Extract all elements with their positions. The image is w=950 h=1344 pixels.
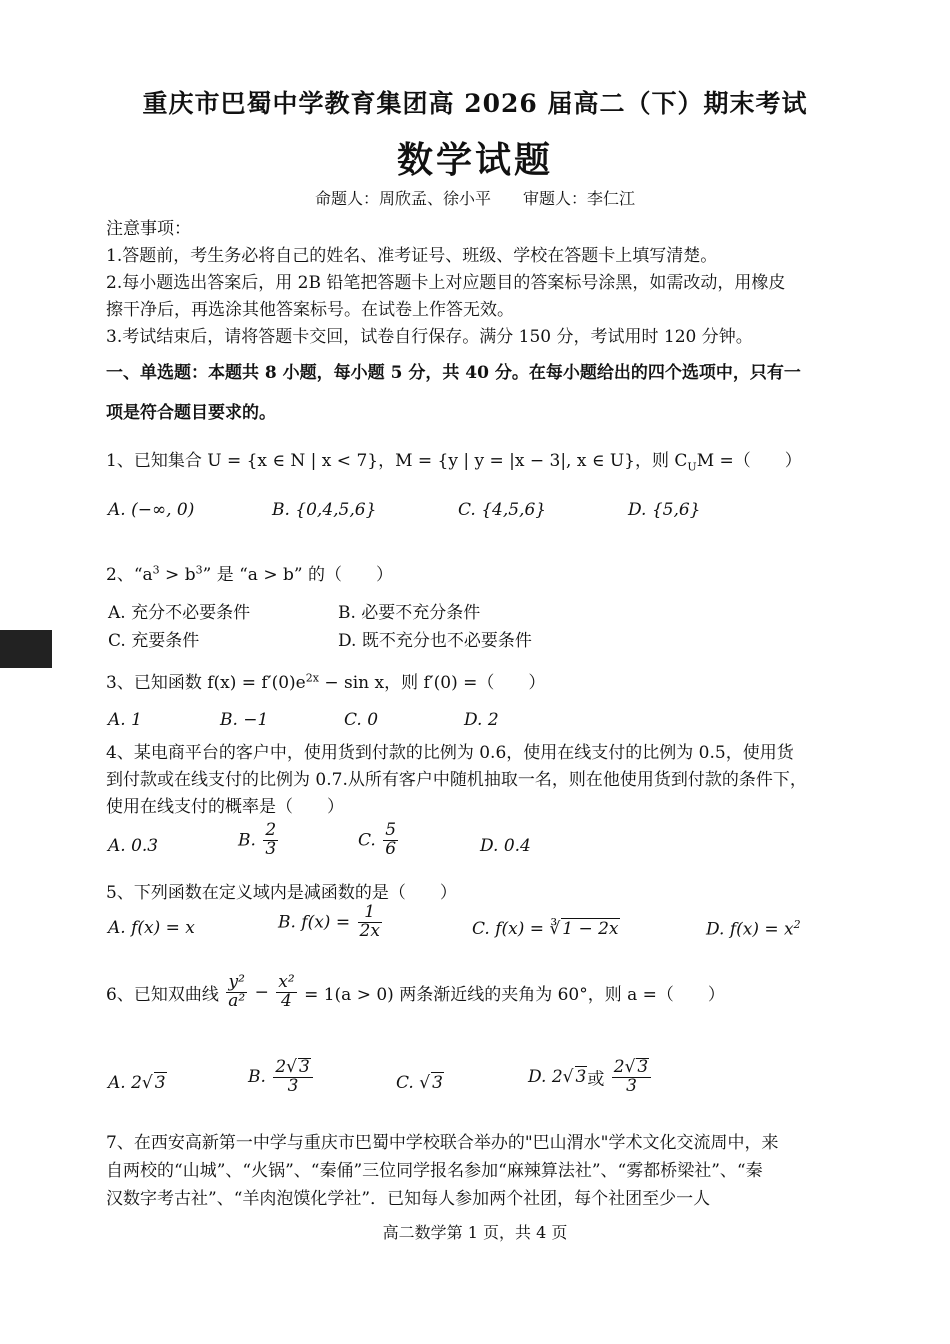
notice-item-1: 1.答题前，考生务必将自己的姓名、准考证号、班级、学校在答题卡上填写清楚。 [106, 246, 718, 266]
question-4-line3: 使用在线支付的概率是（ ） [106, 797, 344, 817]
q6-b-den: 3 [287, 1075, 299, 1096]
question-1-stem [106, 446, 802, 473]
q2-sup-1: 3 [152, 563, 160, 577]
q5-b-den: 2x [359, 920, 380, 941]
q2-option-a: A. 充分不必要条件 [108, 603, 251, 623]
q6-option-b-label: B. [248, 1066, 266, 1087]
q6-b-num: 2√ 3 [273, 1058, 313, 1078]
question-6-stem [106, 974, 725, 1011]
q1-option-d: D. {5,6} [628, 500, 701, 520]
q2-stem-pre: 2、“a [106, 565, 153, 585]
section-heading-line1: 一、单选题：本题共 8 小题，每小题 5 分，共 40 分。在每小题给出的四个选项中，只有一 [106, 363, 801, 383]
q4-option-c-fraction [383, 822, 398, 859]
q2-sup-2: 3 [195, 563, 203, 577]
question-7-line2: 自两校的“山城”、“火锅”、“秦俑”三位同学报名参加“麻辣算法社”、“雾都桥梁社”、“秦 [106, 1161, 763, 1181]
notice-heading: 注意事项： [106, 219, 191, 239]
q4-c-num: 5 [385, 820, 397, 840]
q6-stem-pre: 6、已知双曲线 [106, 984, 219, 1005]
q1-option-c: C. {4,5,6} [458, 500, 547, 520]
q2-option-c: C. 充要条件 [108, 631, 200, 651]
q6-fraction-2 [276, 974, 296, 1011]
q1-stem-tail: M =（ ） [696, 451, 802, 471]
q6-d-num: 2√ 3 [612, 1058, 652, 1078]
q6-option-b [248, 1058, 315, 1096]
q4-option-b-label: B. [238, 830, 256, 851]
q5-option-c-label: C. f(x) = ∛ [472, 919, 561, 939]
q2-stem-post: ” 是 “a > b” 的（ ） [202, 565, 393, 585]
q5-option-c [472, 918, 620, 939]
q3-sup: 2x [305, 671, 319, 685]
scan-margin-mark [0, 630, 52, 668]
q6-option-d: D. 2√ 3或 $\frac{2√ 3}{3}$ [528, 1058, 653, 1096]
q6-option-d-fraction [612, 1058, 652, 1096]
question-4-line1: 4、某电商平台的客户中，使用货到付款的比例为 0.6，使用在线支付的比例为 0.5，使用货 [106, 743, 794, 763]
question-7-line1: 7、在西安高新第一中学与重庆市巴蜀中学校联合举办的"巴山渭水"学术文化交流周中，来 [106, 1133, 779, 1153]
q6-f2-den: 4 [281, 990, 292, 1011]
q4-option-b [238, 822, 280, 859]
q4-b-den: 3 [265, 838, 277, 859]
notice-item-2b: 擦干净后，再选涂其他答案标号。在试卷上作答无效。 [106, 300, 514, 320]
question-3-stem [106, 668, 545, 693]
q5-b-num: 1 [358, 904, 382, 923]
q6-option-d-radicand: 3 [575, 1067, 587, 1088]
question-2-stem [106, 560, 393, 585]
q6-option-d-or: 或 [587, 1069, 605, 1090]
notice-item-3: 3.考试结束后，请将答题卡交回，试卷自行保存。满分 150 分，考试用时 120 分钟。 [106, 327, 753, 347]
q6-option-a: A. 2√ 3 [108, 1073, 166, 1093]
q6-d-num-radicand: 3 [637, 1057, 649, 1077]
q1-stem-text: 1、已知集合 U = {x ∈ N | x < 7}，M = {y | y = |x − 3|, x ∈ U}，则 C [106, 451, 688, 471]
q6-option-c: C. √ 3 [396, 1073, 443, 1093]
q1-stem-sub: U [687, 460, 697, 474]
q2-stem-mid: > b [159, 565, 196, 585]
q4-option-b-fraction [263, 822, 278, 859]
page-footer: 高二数学第 1 页，共 4 页 [382, 1223, 568, 1242]
q2-option-d: D. 既不充分也不必要条件 [338, 631, 532, 651]
q1-option-b: B. {0,4,5,6} [272, 500, 377, 520]
q6-option-a-radicand: 3 [154, 1073, 166, 1093]
q6-f1-num: y² [226, 974, 247, 993]
notice-item-2a: 2.每小题选出答案后，用 2B 铅笔把答题卡上对应题目的答案标号涂黑，如需改动，用橡皮 [106, 273, 786, 293]
q6-fraction-1 [226, 974, 247, 1011]
q3-stem-pre: 3、已知函数 f(x) = f′(0)e [106, 673, 306, 693]
q5-option-b-label: B. f(x) = [278, 912, 351, 933]
q6-f1-den: a² [228, 990, 246, 1011]
q5-option-b [278, 904, 384, 941]
q5-option-d-sup: 2 [793, 918, 801, 931]
q2-option-b: B. 必要不充分条件 [338, 603, 481, 623]
q4-option-d: D. 0.4 [480, 836, 531, 856]
question-7-line3: 汉数字考古社”、“羊肉泡馍化学社”．已知每人参加两个社团，每个社团至少一人 [106, 1189, 711, 1209]
q6-stem-post: = 1(a > 0) 两条渐近线的夹角为 60°，则 a =（ ） [304, 984, 725, 1005]
question-4-line2: 到付款或在线支付的比例为 0.7.从所有客户中随机抽取一名，则在他使用货到付款的条件下， [106, 770, 807, 790]
section-heading-line2: 项是符合题目要求的。 [106, 403, 276, 423]
q6-option-c-label: C. [396, 1073, 420, 1093]
q6-option-c-radicand: 3 [432, 1073, 443, 1093]
q6-b-num-coef: 2 [275, 1057, 287, 1077]
question-5-stem: 5、下列函数在定义域内是减函数的是（ ） [106, 883, 457, 903]
q4-option-c [358, 822, 400, 859]
q3-stem-post: − sin x，则 f′(0) =（ ） [318, 673, 546, 693]
q5-option-d-text: D. f(x) = x [706, 919, 794, 940]
q3-option-c: C. 0 [344, 710, 379, 730]
q6-b-num-radicand: 3 [298, 1057, 310, 1077]
q6-option-d-label: D. 2 [528, 1066, 563, 1087]
q3-option-a: A. 1 [108, 710, 142, 730]
exam-title: 重庆市巴蜀中学教育集团高 2026 届高二（下）期末考试 [142, 89, 808, 118]
q3-option-b: B. −1 [220, 710, 269, 730]
q4-option-a: A. 0.3 [108, 836, 159, 856]
q4-b-num: 2 [265, 820, 277, 840]
q6-d-den: 3 [626, 1075, 637, 1096]
q5-option-a: A. f(x) = x [108, 918, 195, 938]
q3-option-d: D. 2 [464, 710, 499, 730]
q6-minus: − [254, 982, 269, 1003]
exam-subtitle: 数学试题 [396, 139, 553, 181]
q6-option-b-fraction [273, 1058, 313, 1096]
q6-option-a-label: A. 2 [108, 1073, 142, 1093]
q5-option-c-radicand: 1 − 2x [562, 919, 619, 939]
q5-option-d [706, 918, 801, 940]
q1-option-a: A. (−∞, 0) [108, 500, 195, 520]
q4-c-den: 6 [385, 838, 397, 859]
exam-authors: 命题人：周欣孟、徐小平 审题人：李仁江 [314, 189, 635, 208]
q4-option-c-label: C. [358, 830, 376, 851]
q5-option-b-fraction [358, 904, 382, 941]
q6-f2-num: x² [278, 972, 295, 992]
q6-d-num-coef: 2 [613, 1057, 625, 1077]
